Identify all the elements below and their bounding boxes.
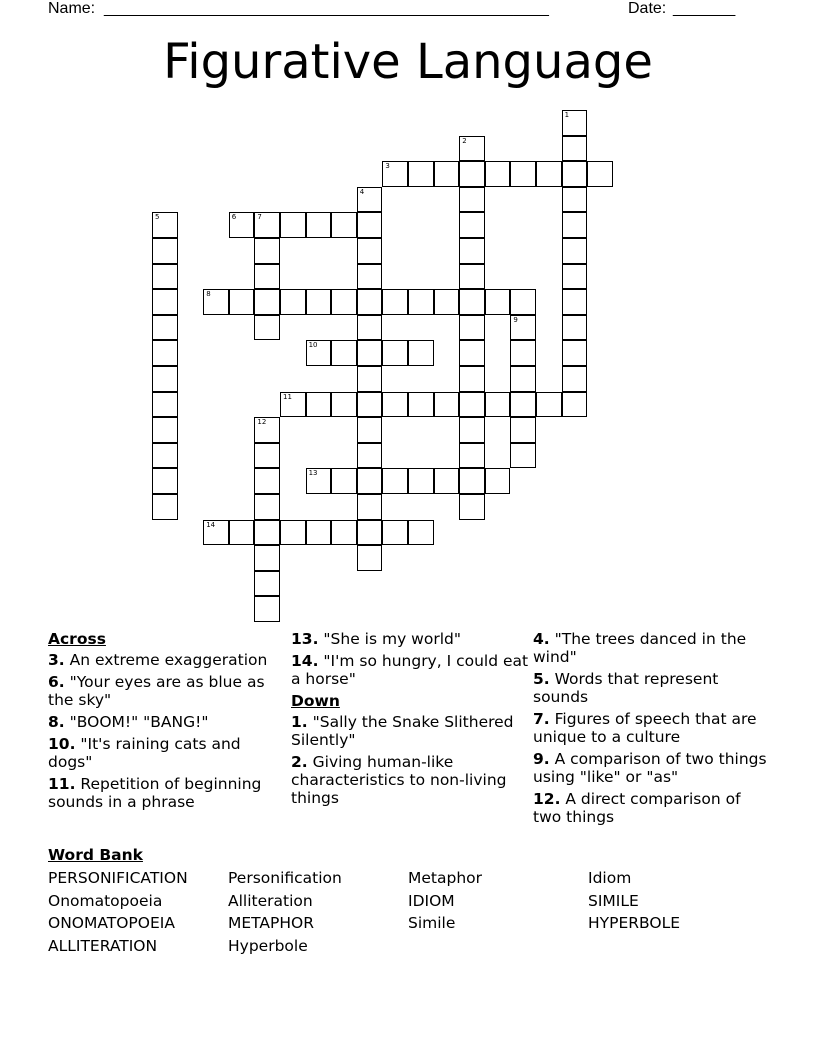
clue-column-2 — [291, 630, 529, 811]
crossword-cell[interactable] — [152, 468, 178, 494]
crossword-cell[interactable] — [510, 315, 536, 341]
crossword-cell[interactable] — [152, 289, 178, 315]
crossword-cell[interactable] — [254, 494, 280, 520]
crossword-cell[interactable] — [254, 212, 280, 238]
crossword-cell[interactable] — [562, 238, 588, 264]
crossword-cell[interactable] — [152, 238, 178, 264]
crossword-cell[interactable] — [562, 161, 588, 187]
crossword-cell[interactable] — [306, 392, 332, 418]
crossword-cell[interactable] — [510, 340, 536, 366]
crossword-cell[interactable] — [357, 545, 383, 571]
crossword-cell[interactable] — [254, 315, 280, 341]
cell-number: 2 — [462, 136, 467, 145]
word-bank-item: Personification — [228, 869, 342, 887]
crossword-cell[interactable] — [434, 468, 460, 494]
clue-across-10: 10. "It's raining cats and dogs" — [48, 735, 241, 771]
crossword-cell[interactable] — [254, 596, 280, 622]
crossword-cell[interactable] — [254, 264, 280, 290]
clue-down-12: 12. A direct comparison of two things — [533, 790, 741, 826]
cell-number: 3 — [385, 162, 390, 171]
crossword-cell[interactable] — [459, 443, 485, 469]
crossword-cell[interactable] — [459, 315, 485, 341]
cell-number: 14 — [206, 520, 216, 529]
crossword-cell[interactable] — [254, 417, 280, 443]
word-bank-item: PERSONIFICATION — [48, 869, 188, 887]
crossword-cell[interactable] — [254, 289, 280, 315]
crossword-cell[interactable] — [510, 392, 536, 418]
clue-across-13: 13. "She is my world" — [291, 630, 461, 648]
word-bank-item: IDIOM — [408, 892, 455, 910]
crossword-cell[interactable] — [562, 340, 588, 366]
word-bank-item: Onomatopoeia — [48, 892, 163, 910]
crossword-cell[interactable] — [536, 161, 562, 187]
crossword-cell[interactable] — [152, 494, 178, 520]
clue-down-1: 1. "Sally the Snake Slithered Silently" — [291, 713, 514, 749]
crossword-cell[interactable] — [306, 340, 332, 366]
name-label: Name: — [48, 0, 96, 17]
crossword-cell[interactable] — [562, 366, 588, 392]
crossword-cell[interactable] — [562, 315, 588, 341]
crossword-cell[interactable] — [510, 366, 536, 392]
clue-down-9: 9. A comparison of two things using "like" or "as" — [533, 750, 767, 786]
crossword-cell[interactable] — [152, 340, 178, 366]
crossword-cell[interactable] — [203, 289, 229, 315]
crossword-cell[interactable] — [459, 136, 485, 162]
crossword-cell[interactable] — [357, 289, 383, 315]
crossword-cell[interactable] — [562, 264, 588, 290]
name-line[interactable]: __________________________________________________ — [104, 0, 549, 17]
crossword-cell[interactable] — [382, 520, 408, 546]
crossword-cell[interactable] — [331, 340, 357, 366]
clue-across-14: 14. "I'm so hungry, I could eat a horse" — [291, 652, 529, 688]
crossword-cell[interactable] — [510, 289, 536, 315]
word-bank-item: SIMILE — [588, 892, 639, 910]
crossword-cell[interactable] — [459, 392, 485, 418]
crossword-cell[interactable] — [485, 392, 511, 418]
crossword-cell[interactable] — [459, 366, 485, 392]
crossword-cell[interactable] — [357, 494, 383, 520]
crossword-cell[interactable] — [280, 392, 306, 418]
word-bank-item: Alliteration — [228, 892, 313, 910]
clue-down-7: 7. Figures of speech that are unique to a culture — [533, 710, 757, 746]
crossword-cell[interactable] — [306, 212, 332, 238]
word-bank-item: METAPHOR — [228, 914, 315, 932]
crossword-cell[interactable] — [382, 340, 408, 366]
cell-number: 6 — [231, 213, 237, 222]
crossword-cell[interactable] — [587, 161, 613, 187]
crossword-cell[interactable] — [485, 289, 511, 315]
word-bank-heading: Word Bank — [48, 846, 143, 864]
crossword-cell[interactable] — [562, 212, 588, 238]
crossword-cell[interactable] — [152, 417, 178, 443]
crossword-cell[interactable] — [357, 187, 383, 213]
crossword-cell[interactable] — [357, 417, 383, 443]
crossword-cell[interactable] — [382, 392, 408, 418]
word-bank-item: Hyperbole — [228, 937, 308, 955]
crossword-cell[interactable] — [331, 392, 357, 418]
crossword-cell[interactable] — [562, 392, 588, 418]
crossword-cell[interactable] — [357, 264, 383, 290]
crossword-cell[interactable] — [331, 212, 357, 238]
clue-column-1 — [48, 630, 286, 815]
crossword-cell[interactable] — [510, 417, 536, 443]
crossword-cell[interactable] — [152, 264, 178, 290]
crossword-cell[interactable] — [408, 289, 434, 315]
crossword-cell[interactable] — [536, 392, 562, 418]
crossword-cell[interactable] — [562, 110, 588, 136]
crossword-cell[interactable] — [408, 161, 434, 187]
crossword-cell[interactable] — [331, 468, 357, 494]
crossword-cell[interactable] — [280, 289, 306, 315]
crossword-cell[interactable] — [459, 417, 485, 443]
crossword-cell[interactable] — [408, 340, 434, 366]
crossword-cell[interactable] — [229, 520, 255, 546]
crossword-cell[interactable] — [357, 520, 383, 546]
clue-column-3 — [533, 630, 771, 830]
crossword-cell[interactable] — [459, 494, 485, 520]
crossword-cell[interactable] — [357, 212, 383, 238]
crossword-cell[interactable] — [562, 187, 588, 213]
cell-number: 7 — [257, 213, 262, 222]
clue-down-5: 5. Words that represent sounds — [533, 670, 719, 706]
word-bank-item: Idiom — [588, 869, 632, 887]
crossword-cell[interactable] — [331, 289, 357, 315]
crossword-cell[interactable] — [459, 340, 485, 366]
crossword-cell[interactable] — [254, 545, 280, 571]
crossword-cell[interactable] — [357, 443, 383, 469]
crossword-cell[interactable] — [357, 340, 383, 366]
word-bank-item: Simile — [408, 914, 456, 932]
clue-across-11: 11. Repetition of beginning sounds in a phrase — [48, 775, 262, 811]
clue-down-2: 2. Giving human-like characteristics to non-living things — [291, 753, 507, 807]
crossword-cell[interactable] — [485, 468, 511, 494]
crossword-cell[interactable] — [459, 468, 485, 494]
clue-across-6: 6. "Your eyes are as blue as the sky" — [48, 673, 265, 709]
cell-number: 9 — [513, 315, 518, 324]
word-bank-item: ONOMATOPOEIA — [48, 914, 175, 932]
crossword-cell[interactable] — [254, 520, 280, 546]
crossword-cell[interactable] — [434, 161, 460, 187]
crossword-cell[interactable] — [203, 520, 229, 546]
crossword-cell[interactable] — [254, 238, 280, 264]
date-label: Date: — [628, 0, 667, 17]
down-heading: Down — [291, 692, 340, 710]
word-bank-item: ALLITERATION — [48, 937, 158, 955]
clue-across-8: 8. "BOOM!" "BANG!" — [48, 713, 209, 731]
crossword-cell[interactable] — [357, 315, 383, 341]
crossword-cell[interactable] — [459, 212, 485, 238]
crossword-cell[interactable] — [280, 212, 306, 238]
crossword-cell[interactable] — [562, 289, 588, 315]
crossword-cell[interactable] — [408, 392, 434, 418]
date-line[interactable]: _______ — [673, 0, 736, 17]
clue-across-3: 3. An extreme exaggeration — [48, 651, 268, 669]
crossword-cell[interactable] — [408, 468, 434, 494]
cell-number: 1 — [564, 111, 570, 119]
cell-number: 8 — [206, 290, 211, 299]
crossword-cell[interactable] — [357, 392, 383, 418]
crossword-cell[interactable] — [357, 238, 383, 264]
cell-number: 5 — [155, 213, 160, 222]
crossword-cell[interactable] — [382, 289, 408, 315]
crossword-cell[interactable] — [357, 468, 383, 494]
crossword-cell[interactable] — [152, 366, 178, 392]
crossword-cell[interactable] — [280, 520, 306, 546]
crossword-cell[interactable] — [434, 392, 460, 418]
crossword-cell[interactable] — [229, 289, 255, 315]
crossword-cell[interactable] — [152, 392, 178, 418]
crossword-cell[interactable] — [331, 520, 357, 546]
crossword-cell[interactable] — [306, 468, 332, 494]
crossword-cell[interactable] — [382, 468, 408, 494]
cell-number: 11 — [283, 392, 292, 401]
crossword-cell[interactable] — [510, 443, 536, 469]
crossword-cell[interactable] — [459, 238, 485, 264]
crossword-cell[interactable] — [306, 520, 332, 546]
clue-down-4: 4. "The trees danced in the wind" — [533, 630, 747, 666]
crossword-cell[interactable] — [357, 366, 383, 392]
crossword-cell[interactable] — [229, 212, 255, 238]
crossword-cell[interactable] — [562, 136, 588, 162]
word-bank-item: HYPERBOLE — [588, 914, 681, 932]
crossword-cell[interactable] — [152, 443, 178, 469]
across-heading: Across — [48, 630, 106, 648]
crossword-cell[interactable] — [152, 315, 178, 341]
crossword-cell[interactable] — [510, 161, 536, 187]
word-bank-item: Metaphor — [408, 869, 483, 887]
crossword-cell[interactable] — [254, 443, 280, 469]
crossword-cell[interactable] — [434, 289, 460, 315]
crossword-cell[interactable] — [459, 161, 485, 187]
cell-number: 4 — [359, 187, 365, 196]
cell-number: 13 — [308, 469, 318, 478]
crossword-cell[interactable] — [382, 161, 408, 187]
crossword-cell[interactable] — [485, 161, 511, 187]
cell-number: 10 — [308, 341, 318, 350]
crossword-cell[interactable] — [152, 212, 178, 238]
crossword-cell[interactable] — [306, 289, 332, 315]
crossword-cell[interactable] — [408, 520, 434, 546]
crossword-cell[interactable] — [254, 468, 280, 494]
crossword-cell[interactable] — [254, 571, 280, 597]
page-title: Figurative Language — [163, 34, 653, 90]
crossword-cell[interactable] — [459, 264, 485, 290]
cell-number: 12 — [257, 418, 267, 427]
crossword-cell[interactable] — [459, 289, 485, 315]
crossword-cell[interactable] — [459, 187, 485, 213]
